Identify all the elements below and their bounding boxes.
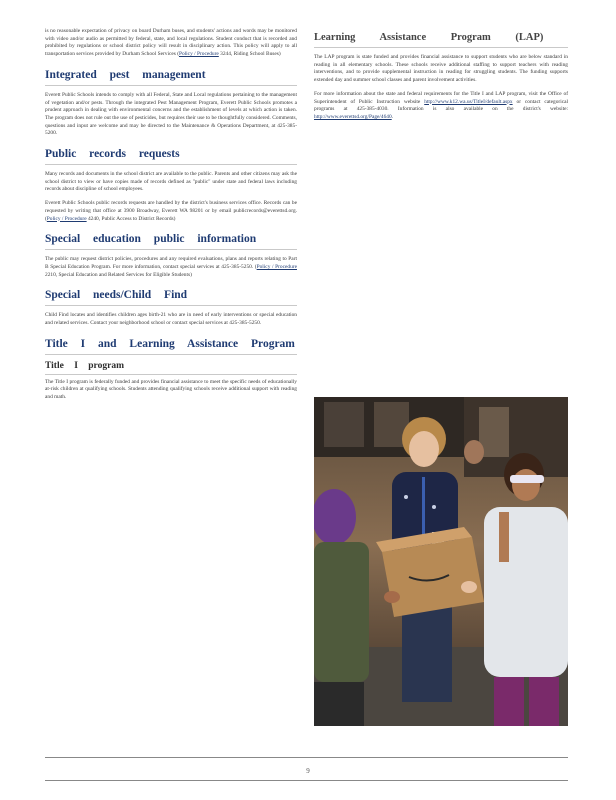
section-heading-special-education: Special education public information xyxy=(45,233,297,250)
child-find-paragraph: Child Find locates and identifies children ages birth-21 who are in need of early interventions or special education and related services. Contact your neighborhood school or contact special services at 425-385-5250. xyxy=(45,312,297,327)
section-heading-child-find: Special needs/Child Find xyxy=(45,289,297,306)
special-education-paragraph: The public may request district policies, procedures and any required evaluations, plans and reports relating to Part B Special Education Program. For more information, contact special services at 425-385-5250. (Policy / Procedure 2210, Special Education and Related Services for Eligible Students) xyxy=(45,256,297,278)
page-number: 9 xyxy=(306,767,310,775)
right-column xyxy=(314,28,568,128)
left-column xyxy=(45,28,297,408)
section-heading-title-i-lap: Title I and Learning Assistance Program xyxy=(45,338,297,355)
section-heading-public-records: Public records requests xyxy=(45,148,297,165)
policy-procedure-link-3244[interactable]: Policy / Procedure xyxy=(178,51,219,58)
title-i-paragraph: The Title I program is federally funded and provides financial assistance to meet the specific needs of educationally at-risk children at qualifying schools. Students attending qualifying schools receive additional support with reading and math. xyxy=(45,378,297,401)
ospi-title-i-link[interactable]: http://www.k12.wa.us/TitleI/default.aspx xyxy=(424,98,513,105)
policy-procedure-link-4240[interactable]: Policy / Procedure xyxy=(46,215,87,222)
photo-illustration xyxy=(314,397,568,726)
bus-video-paragraph: is no reasonable expectation of privacy on board Durham buses, and students' actions and words may be monitored with video and/or audio as permitted by federal, state, and local regulations. Student conduct that is recorded and prohibited by regulations or school district policy will result in disciplinary action. This policy will apply to all transportation services provided by Durham School Services (Policy / Procedure 3244, Riding School Buses) xyxy=(45,28,297,58)
policy-procedure-link-2210[interactable]: Policy / Procedure xyxy=(256,263,297,270)
district-website-link[interactable]: http://www.everettsd.org/Page/4640 xyxy=(314,113,392,120)
footer-rule-bottom xyxy=(45,780,568,781)
public-records-paragraph-1: Many records and documents in the school district are available to the public. Parents and other citizens may ask the school district to view or have copies made of records defined as "public" under state and federal laws including records about discipline of school employees. xyxy=(45,171,297,193)
more-info-paragraph: For more information about the state and federal requirements for the Title I and LAP program, visit the Office of Superintendent of Public Instruction website http://www.k12.wa.us/TitleI/default.aspx or contact categorical programs at 425-385-4030. Information is also available on the district's website: http://www.everettsd.org/Page/4640. xyxy=(314,90,568,120)
pest-management-paragraph: Everett Public Schools intends to comply with all Federal, State and Local regulations pertaining to the management of vegetation and/or pests. Through the integrated Pest Management Program, Everett Public Schools promotes a prudent approach in dealing with environmental concerns and the establishment of levels at which action is taken. The program does not rule out the use of pesticides, but requires their use to be thoughtfully considered. Comments, questions and input are welcome and may be directed to the Maintenance & Operations Department, at 425-385-5200. xyxy=(45,91,297,137)
public-records-paragraph-2: Everett Public Schools public records requests are handled by the district's business services office. Records can be requested by writing that office at 3900 Broadway, Everett WA 98201 or by email publicrecords@everettsd.org. (Policy / Procedure 4240, Public Access to District Records) xyxy=(45,200,297,222)
subheading-title-i-program: Title I program xyxy=(45,361,297,375)
footer-rule-top xyxy=(45,757,568,758)
students-eclipse-photo xyxy=(314,397,568,726)
section-heading-lap: Learning Assistance Program (LAP) xyxy=(314,32,568,48)
lap-paragraph: The LAP program is state funded and provides financial assistance to support students who are below standard in reading in all elementary schools. These schools receive additional staffing to support teachers with reading interventions, and to provide supplemental instruction in reading for struggling students. The funding supports extended day and summer school classes and parent involvement activities. xyxy=(314,54,568,84)
section-heading-integrated-pest-management: Integrated pest management xyxy=(45,69,297,86)
